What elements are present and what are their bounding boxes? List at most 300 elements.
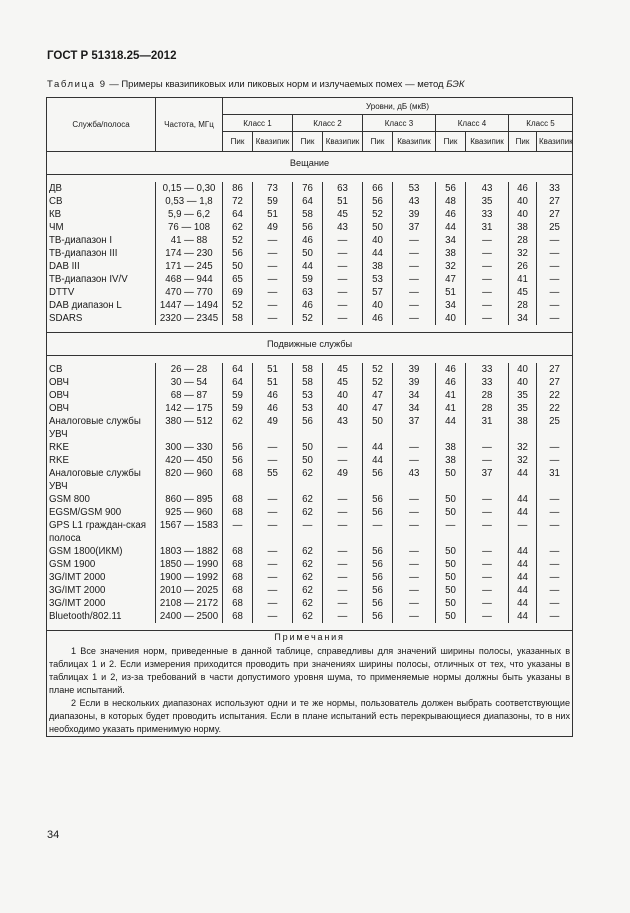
class-3-peak-cell: 66 [363, 182, 393, 195]
class-1-quasi-peak-cell: — [253, 441, 293, 454]
service-cell: ОВЧ [47, 376, 156, 389]
frequency-cell: 0,15 — 0,30 [156, 182, 223, 195]
frequency-cell: 26 — 28 [156, 363, 223, 376]
class-3-peak-cell: 56 [363, 558, 393, 571]
class-1-peak-cell: — [223, 519, 253, 545]
table-row [47, 519, 573, 545]
table-row [47, 493, 573, 506]
class-3-peak-cell: 56 [363, 584, 393, 597]
class-4-quasi-peak-cell: — [466, 234, 509, 247]
class-3-peak-cell: 52 [363, 363, 393, 376]
class-1-quasi-peak-cell: 51 [253, 363, 293, 376]
class-2-peak-cell: 62 [293, 558, 323, 571]
class-1-quasi-peak-cell: 46 [253, 389, 293, 402]
class-4-quasi-peak-cell: 35 [466, 195, 509, 208]
class-1-peak-cell: 68 [223, 493, 253, 506]
class-5-quasi-peak-cell: — [537, 545, 573, 558]
class-5-quasi-peak-cell: — [537, 299, 573, 312]
class-2-quasi-peak-cell: — [323, 441, 363, 454]
class-3-peak-cell: — [363, 519, 393, 545]
class-2-quasi-peak-cell: 45 [323, 376, 363, 389]
frequency-cell: 420 — 450 [156, 454, 223, 467]
service-cell: RKE [47, 441, 156, 454]
class-5-peak-cell: 41 [509, 273, 537, 286]
class-1-quasi-peak-cell: — [253, 299, 293, 312]
class-2-quasi-peak-cell: 40 [323, 389, 363, 402]
class-5-quasi-peak-cell: — [537, 234, 573, 247]
service-cell: СВ [47, 195, 156, 208]
header-quasi-peak: Квазипик [253, 132, 293, 152]
class-1-quasi-peak-cell: — [253, 506, 293, 519]
class-4-peak-cell: 38 [436, 247, 466, 260]
class-2-quasi-peak-cell: — [323, 506, 363, 519]
class-2-peak-cell: 76 [293, 182, 323, 195]
table-row [47, 389, 573, 402]
class-4-peak-cell: — [436, 519, 466, 545]
class-3-peak-cell: 56 [363, 610, 393, 623]
frequency-cell: 174 — 230 [156, 247, 223, 260]
service-cell: ТВ-диапазон I [47, 234, 156, 247]
class-5-peak-cell: 40 [509, 208, 537, 221]
table-row [47, 584, 573, 597]
class-3-quasi-peak-cell: — [393, 493, 436, 506]
class-1-peak-cell: 59 [223, 389, 253, 402]
class-3-peak-cell: 57 [363, 286, 393, 299]
header-service: Служба/полоса [47, 98, 156, 152]
service-cell: ЧМ [47, 221, 156, 234]
class-5-peak-cell: 46 [509, 182, 537, 195]
class-2-peak-cell: 62 [293, 545, 323, 558]
class-2-peak-cell: 62 [293, 571, 323, 584]
frequency-cell: 1850 — 1990 [156, 558, 223, 571]
frequency-cell: 820 — 960 [156, 467, 223, 493]
class-4-peak-cell: 46 [436, 376, 466, 389]
class-4-quasi-peak-cell: — [466, 558, 509, 571]
class-5-quasi-peak-cell: — [537, 584, 573, 597]
class-5-quasi-peak-cell: — [537, 454, 573, 467]
class-3-quasi-peak-cell: — [393, 273, 436, 286]
class-3-quasi-peak-cell: 39 [393, 363, 436, 376]
class-4-quasi-peak-cell: — [466, 493, 509, 506]
class-3-quasi-peak-cell: — [393, 597, 436, 610]
table-row [47, 208, 573, 221]
class-5-peak-cell: 38 [509, 221, 537, 234]
frequency-cell: 1567 — 1583 [156, 519, 223, 545]
frequency-cell: 142 — 175 [156, 402, 223, 415]
frequency-cell: 468 — 944 [156, 273, 223, 286]
class-3-quasi-peak-cell: 43 [393, 467, 436, 493]
service-cell: ТВ-диапазон III [47, 247, 156, 260]
class-4-peak-cell: 50 [436, 610, 466, 623]
class-2-peak-cell: 58 [293, 376, 323, 389]
service-cell: 3G/IMT 2000 [47, 571, 156, 584]
frequency-cell: 5,9 — 6,2 [156, 208, 223, 221]
class-3-peak-cell: 53 [363, 273, 393, 286]
service-cell: SDARS [47, 312, 156, 325]
class-5-peak-cell: 35 [509, 402, 537, 415]
header-peak: Пик [436, 132, 466, 152]
class-5-peak-cell: 26 [509, 260, 537, 273]
class-4-peak-cell: 44 [436, 415, 466, 441]
class-1-quasi-peak-cell: — [253, 234, 293, 247]
class-4-quasi-peak-cell: — [466, 286, 509, 299]
class-1-quasi-peak-cell: — [253, 273, 293, 286]
class-2-peak-cell: 62 [293, 597, 323, 610]
class-5-peak-cell: 44 [509, 467, 537, 493]
class-4-peak-cell: 40 [436, 312, 466, 325]
class-2-quasi-peak-cell: — [323, 584, 363, 597]
class-2-peak-cell: 58 [293, 208, 323, 221]
header-quasi-peak: Квазипик [323, 132, 363, 152]
class-5-peak-cell: 40 [509, 363, 537, 376]
class-5-peak-cell: 44 [509, 558, 537, 571]
header-peak: Пик [509, 132, 537, 152]
class-2-quasi-peak-cell: — [323, 454, 363, 467]
class-5-peak-cell: — [509, 519, 537, 545]
class-5-peak-cell: 34 [509, 312, 537, 325]
service-cell: GPS L1 граждан-ская полоса [47, 519, 156, 545]
class-4-peak-cell: 50 [436, 558, 466, 571]
class-4-peak-cell: 56 [436, 182, 466, 195]
table-row [47, 195, 573, 208]
norms-table [46, 97, 573, 737]
class-1-quasi-peak-cell: — [253, 558, 293, 571]
class-4-peak-cell: 38 [436, 454, 466, 467]
class-4-quasi-peak-cell: 37 [466, 467, 509, 493]
frequency-cell: 925 — 960 [156, 506, 223, 519]
class-5-peak-cell: 32 [509, 454, 537, 467]
class-3-peak-cell: 56 [363, 493, 393, 506]
frequency-cell: 1900 — 1992 [156, 571, 223, 584]
class-1-peak-cell: 64 [223, 363, 253, 376]
class-1-peak-cell: 64 [223, 376, 253, 389]
service-cell: GSM 1900 [47, 558, 156, 571]
header-class-5: Класс 5 [509, 115, 573, 132]
table-row [47, 286, 573, 299]
table-row [47, 506, 573, 519]
class-2-peak-cell: 62 [293, 467, 323, 493]
class-4-quasi-peak-cell: — [466, 299, 509, 312]
frequency-cell: 380 — 512 [156, 415, 223, 441]
class-2-peak-cell: 58 [293, 363, 323, 376]
class-2-peak-cell: 50 [293, 454, 323, 467]
header-frequency: Частота, МГц [156, 98, 223, 152]
class-1-peak-cell: 68 [223, 506, 253, 519]
header-quasi-peak: Квазипик [466, 132, 509, 152]
table-row [47, 441, 573, 454]
class-5-peak-cell: 28 [509, 299, 537, 312]
class-1-peak-cell: 68 [223, 597, 253, 610]
class-4-quasi-peak-cell: — [466, 610, 509, 623]
class-5-quasi-peak-cell: 31 [537, 467, 573, 493]
class-5-quasi-peak-cell: 25 [537, 415, 573, 441]
class-2-peak-cell: 53 [293, 389, 323, 402]
class-1-peak-cell: 68 [223, 467, 253, 493]
class-3-peak-cell: 52 [363, 208, 393, 221]
class-1-peak-cell: 69 [223, 286, 253, 299]
table-row [47, 571, 573, 584]
class-1-quasi-peak-cell: — [253, 545, 293, 558]
service-cell: Аналоговые службы УВЧ [47, 415, 156, 441]
table-title: — Примеры квазипиковых или пиковых норм и излучаемых помех — метод [106, 79, 447, 90]
header-class-1: Класс 1 [223, 115, 293, 132]
frequency-cell: 1447 — 1494 [156, 299, 223, 312]
class-3-quasi-peak-cell: — [393, 545, 436, 558]
class-5-peak-cell: 44 [509, 571, 537, 584]
class-1-peak-cell: 52 [223, 234, 253, 247]
table-row [47, 273, 573, 286]
class-1-quasi-peak-cell: — [253, 571, 293, 584]
class-3-peak-cell: 40 [363, 299, 393, 312]
class-3-peak-cell: 50 [363, 415, 393, 441]
frequency-cell: 1803 — 1882 [156, 545, 223, 558]
table-row [47, 454, 573, 467]
class-1-quasi-peak-cell: 46 [253, 402, 293, 415]
service-cell: GSM 800 [47, 493, 156, 506]
table-caption [47, 79, 464, 90]
class-4-quasi-peak-cell: — [466, 454, 509, 467]
class-3-quasi-peak-cell: — [393, 260, 436, 273]
class-1-quasi-peak-cell: 49 [253, 415, 293, 441]
class-5-peak-cell: 40 [509, 376, 537, 389]
class-4-quasi-peak-cell: — [466, 584, 509, 597]
class-2-peak-cell: — [293, 519, 323, 545]
class-2-quasi-peak-cell: — [323, 260, 363, 273]
section-title: Вещание [47, 152, 573, 175]
class-4-peak-cell: 41 [436, 389, 466, 402]
frequency-cell: 171 — 245 [156, 260, 223, 273]
class-2-quasi-peak-cell: 63 [323, 182, 363, 195]
class-2-quasi-peak-cell: — [323, 571, 363, 584]
class-2-quasi-peak-cell: 49 [323, 467, 363, 493]
page-number: 34 [47, 829, 60, 841]
header-class-3: Класс 3 [363, 115, 436, 132]
class-3-quasi-peak-cell: — [393, 571, 436, 584]
class-3-peak-cell: 46 [363, 312, 393, 325]
class-1-quasi-peak-cell: — [253, 597, 293, 610]
class-5-quasi-peak-cell: — [537, 597, 573, 610]
notes-title: Примечания [274, 632, 345, 642]
table-row [47, 247, 573, 260]
class-2-peak-cell: 62 [293, 610, 323, 623]
class-2-peak-cell: 44 [293, 260, 323, 273]
class-2-quasi-peak-cell: — [323, 299, 363, 312]
class-5-peak-cell: 35 [509, 389, 537, 402]
class-5-quasi-peak-cell: — [537, 260, 573, 273]
class-1-quasi-peak-cell: — [253, 286, 293, 299]
class-5-quasi-peak-cell: 22 [537, 402, 573, 415]
class-4-quasi-peak-cell: — [466, 441, 509, 454]
note-2: 2 Если в нескольких диапазонах используют одни и те же нормы, пользователь должен выбрать соответствующие диапазоны, в которых будет проводить испытания. Если в плане испытаний есть перекрывающиеся диапазоны, то в них необходимо указать применимую норму. [49, 698, 571, 734]
class-1-quasi-peak-cell: 73 [253, 182, 293, 195]
class-4-peak-cell: 50 [436, 493, 466, 506]
class-5-quasi-peak-cell: — [537, 247, 573, 260]
class-2-quasi-peak-cell: — [323, 493, 363, 506]
table-row [47, 402, 573, 415]
class-2-peak-cell: 63 [293, 286, 323, 299]
class-3-peak-cell: 56 [363, 545, 393, 558]
class-1-peak-cell: 64 [223, 208, 253, 221]
class-5-peak-cell: 44 [509, 506, 537, 519]
class-3-peak-cell: 50 [363, 221, 393, 234]
class-2-quasi-peak-cell: — [323, 273, 363, 286]
class-2-quasi-peak-cell: 40 [323, 402, 363, 415]
class-5-peak-cell: 38 [509, 415, 537, 441]
class-2-peak-cell: 53 [293, 402, 323, 415]
table-row [47, 376, 573, 389]
class-1-peak-cell: 59 [223, 402, 253, 415]
class-4-quasi-peak-cell: — [466, 519, 509, 545]
class-4-quasi-peak-cell: 31 [466, 221, 509, 234]
class-4-peak-cell: 34 [436, 234, 466, 247]
class-4-peak-cell: 50 [436, 467, 466, 493]
class-4-quasi-peak-cell: — [466, 260, 509, 273]
class-4-peak-cell: 51 [436, 286, 466, 299]
class-2-quasi-peak-cell: — [323, 247, 363, 260]
class-5-quasi-peak-cell: 27 [537, 376, 573, 389]
frequency-cell: 470 — 770 [156, 286, 223, 299]
note-1: 1 Все значения норм, приведенные в данной таблице, справедливы для значений ширины полосы, указанных в таблицах 1 и 2. Если измерения приходится проводить при значениях ширины полосы, отличных от тех, что указаны в таблицах 1 и 2, из-за требований в части допустимого уровня шума, то применяемые нормы должны быть указаны в плане испытаний. [49, 646, 571, 695]
table-row [47, 312, 573, 325]
section-title: Подвижные службы [47, 333, 573, 356]
class-5-quasi-peak-cell: — [537, 506, 573, 519]
class-1-peak-cell: 50 [223, 260, 253, 273]
class-1-quasi-peak-cell: 51 [253, 376, 293, 389]
class-3-peak-cell: 47 [363, 389, 393, 402]
class-5-quasi-peak-cell: 27 [537, 195, 573, 208]
service-cell: СВ [47, 363, 156, 376]
table-row [47, 363, 573, 376]
class-5-peak-cell: 40 [509, 195, 537, 208]
class-2-peak-cell: 59 [293, 273, 323, 286]
class-1-peak-cell: 86 [223, 182, 253, 195]
document-standard-id: ГОСТ Р 51318.25—2012 [47, 50, 177, 62]
class-3-peak-cell: 52 [363, 376, 393, 389]
class-3-quasi-peak-cell: 39 [393, 208, 436, 221]
class-4-quasi-peak-cell: 28 [466, 402, 509, 415]
class-4-quasi-peak-cell: 33 [466, 208, 509, 221]
class-3-peak-cell: 56 [363, 506, 393, 519]
class-2-peak-cell: 64 [293, 195, 323, 208]
class-4-peak-cell: 44 [436, 221, 466, 234]
section-mobile-rows [47, 363, 573, 623]
class-3-peak-cell: 56 [363, 195, 393, 208]
table-row [47, 260, 573, 273]
class-2-quasi-peak-cell: — [323, 558, 363, 571]
class-2-peak-cell: 52 [293, 312, 323, 325]
class-1-peak-cell: 56 [223, 247, 253, 260]
table-header [47, 98, 573, 152]
class-5-quasi-peak-cell: — [537, 610, 573, 623]
class-1-quasi-peak-cell: — [253, 610, 293, 623]
class-4-quasi-peak-cell: 28 [466, 389, 509, 402]
class-4-quasi-peak-cell: 33 [466, 363, 509, 376]
header-peak: Пик [363, 132, 393, 152]
class-1-quasi-peak-cell: 55 [253, 467, 293, 493]
class-1-peak-cell: 62 [223, 221, 253, 234]
class-4-peak-cell: 46 [436, 363, 466, 376]
service-cell: EGSM/GSM 900 [47, 506, 156, 519]
class-1-quasi-peak-cell: — [253, 454, 293, 467]
class-3-peak-cell: 44 [363, 247, 393, 260]
class-5-quasi-peak-cell: — [537, 441, 573, 454]
table-row [47, 597, 573, 610]
class-1-peak-cell: 68 [223, 610, 253, 623]
class-2-quasi-peak-cell: 45 [323, 208, 363, 221]
header-peak: Пик [223, 132, 253, 152]
class-2-quasi-peak-cell: — [323, 545, 363, 558]
class-1-peak-cell: 68 [223, 571, 253, 584]
class-4-peak-cell: 50 [436, 597, 466, 610]
class-3-quasi-peak-cell: 37 [393, 221, 436, 234]
class-3-quasi-peak-cell: 34 [393, 389, 436, 402]
class-4-quasi-peak-cell: 43 [466, 182, 509, 195]
frequency-cell: 2108 — 2172 [156, 597, 223, 610]
class-3-peak-cell: 47 [363, 402, 393, 415]
class-3-quasi-peak-cell: 53 [393, 182, 436, 195]
class-1-peak-cell: 56 [223, 441, 253, 454]
class-1-peak-cell: 68 [223, 584, 253, 597]
class-3-peak-cell: 44 [363, 441, 393, 454]
class-2-peak-cell: 62 [293, 584, 323, 597]
class-5-peak-cell: 44 [509, 584, 537, 597]
class-2-quasi-peak-cell: 43 [323, 415, 363, 441]
class-1-quasi-peak-cell: 49 [253, 221, 293, 234]
class-3-quasi-peak-cell: — [393, 312, 436, 325]
class-4-quasi-peak-cell: 31 [466, 415, 509, 441]
class-2-peak-cell: 56 [293, 221, 323, 234]
service-cell: DTTV [47, 286, 156, 299]
class-4-peak-cell: 41 [436, 402, 466, 415]
service-cell: 3G/IMT 2000 [47, 597, 156, 610]
table-title-method: БЭК [446, 79, 465, 90]
class-4-quasi-peak-cell: — [466, 597, 509, 610]
class-3-quasi-peak-cell: — [393, 247, 436, 260]
class-4-quasi-peak-cell: 33 [466, 376, 509, 389]
class-1-quasi-peak-cell: — [253, 312, 293, 325]
frequency-cell: 76 — 108 [156, 221, 223, 234]
class-2-peak-cell: 46 [293, 234, 323, 247]
class-1-quasi-peak-cell: — [253, 584, 293, 597]
class-3-peak-cell: 38 [363, 260, 393, 273]
service-cell: Аналоговые службы УВЧ [47, 467, 156, 493]
class-1-quasi-peak-cell: 51 [253, 208, 293, 221]
class-5-peak-cell: 32 [509, 441, 537, 454]
class-2-quasi-peak-cell: — [323, 312, 363, 325]
class-2-quasi-peak-cell: — [323, 286, 363, 299]
class-4-quasi-peak-cell: — [466, 312, 509, 325]
class-4-quasi-peak-cell: — [466, 247, 509, 260]
header-class-2: Класс 2 [293, 115, 363, 132]
class-3-quasi-peak-cell: — [393, 610, 436, 623]
class-5-quasi-peak-cell: — [537, 558, 573, 571]
class-3-quasi-peak-cell: — [393, 286, 436, 299]
section-mobile-header [47, 333, 573, 356]
class-1-peak-cell: 62 [223, 415, 253, 441]
header-class-4: Класс 4 [436, 115, 509, 132]
class-2-quasi-peak-cell: — [323, 519, 363, 545]
service-cell: ОВЧ [47, 402, 156, 415]
class-5-quasi-peak-cell: — [537, 312, 573, 325]
service-cell: DAB диапазон L [47, 299, 156, 312]
class-4-peak-cell: 50 [436, 545, 466, 558]
class-5-quasi-peak-cell: — [537, 571, 573, 584]
class-2-peak-cell: 50 [293, 441, 323, 454]
class-1-peak-cell: 68 [223, 558, 253, 571]
class-1-peak-cell: 72 [223, 195, 253, 208]
class-3-quasi-peak-cell: — [393, 234, 436, 247]
class-3-quasi-peak-cell: 37 [393, 415, 436, 441]
